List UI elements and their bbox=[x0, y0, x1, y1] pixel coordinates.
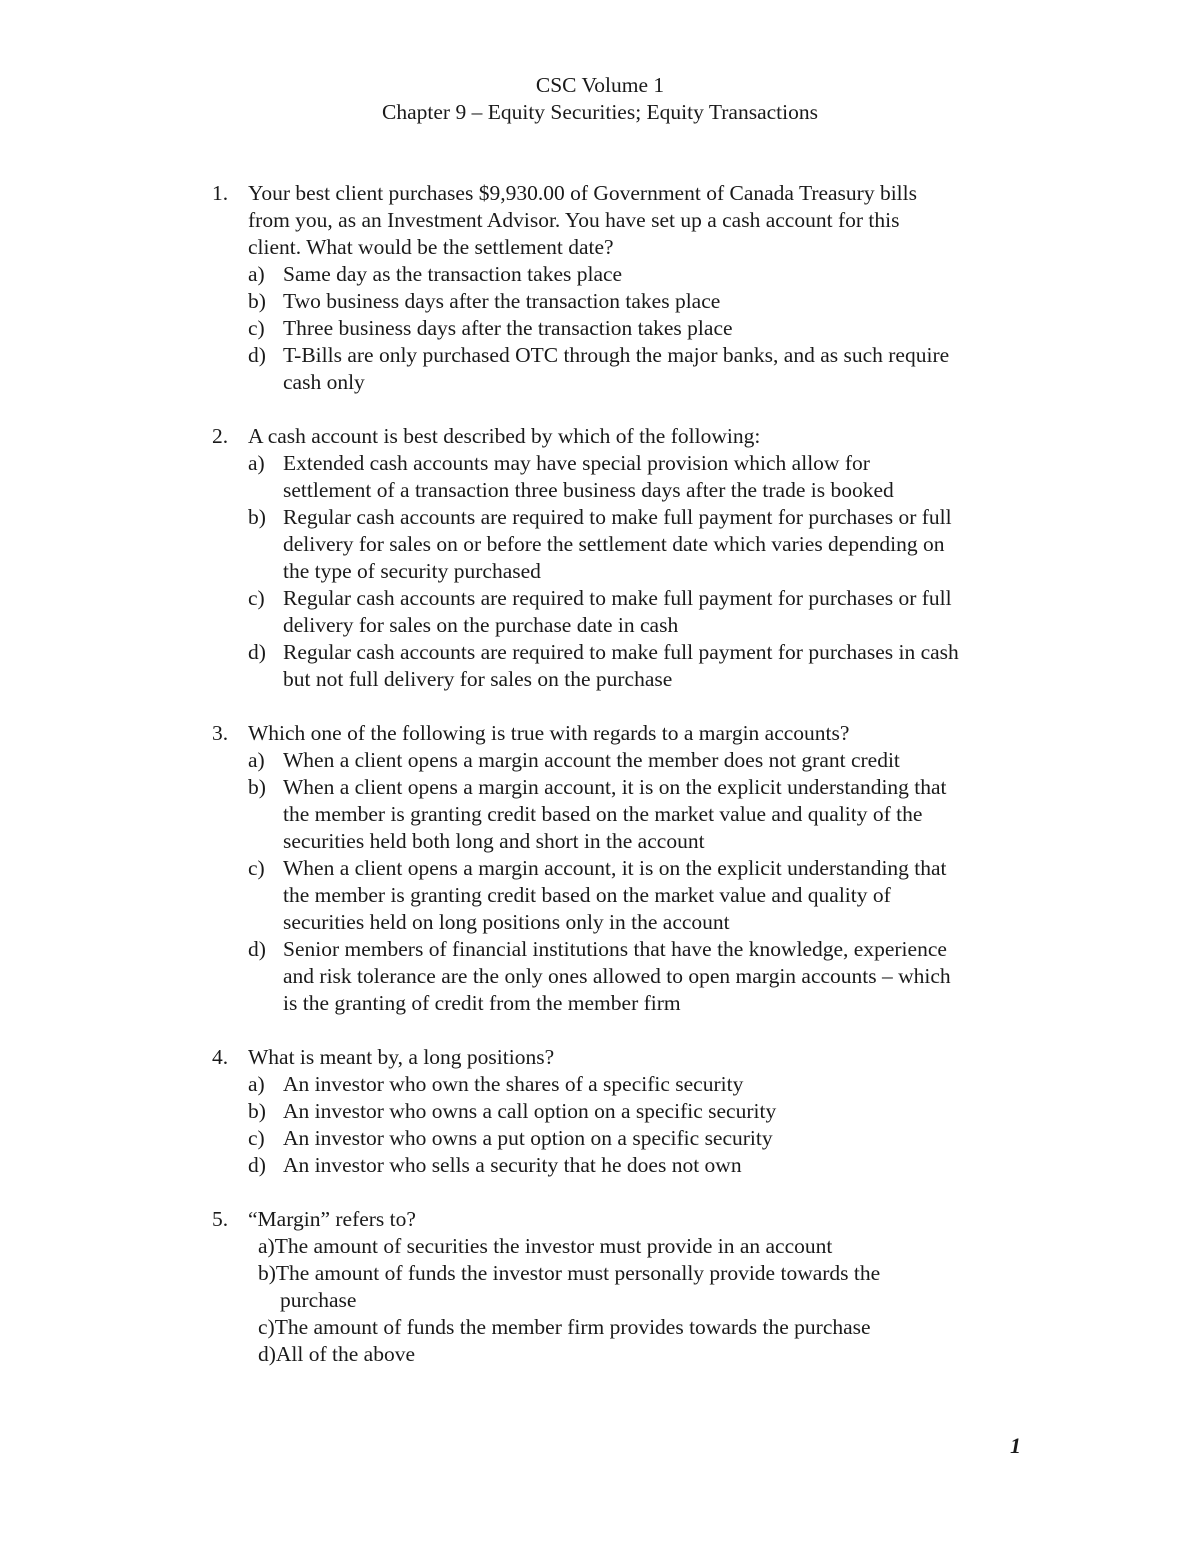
option-line: Three business days after the transaction takes place bbox=[283, 316, 733, 340]
document-header bbox=[0, 72, 1200, 126]
option-line: An investor who sells a security that he does not own bbox=[283, 1153, 742, 1177]
option-d: d)All of the above bbox=[258, 1342, 416, 1366]
option-line: When a client opens a margin account, it is on the explicit understanding that bbox=[283, 856, 947, 880]
option-line: is the granting of credit from the member firm bbox=[283, 991, 681, 1015]
option-b bbox=[258, 1260, 958, 1314]
option-text bbox=[283, 342, 1028, 396]
option-line: cash only bbox=[283, 370, 365, 394]
option-line: Two business days after the transaction takes place bbox=[283, 289, 721, 313]
question-3 bbox=[0, 720, 1200, 1017]
option-text bbox=[283, 261, 1028, 288]
option-d bbox=[0, 342, 1200, 396]
option-line: Senior members of financial institutions that have the knowledge, experience bbox=[283, 937, 947, 961]
option-text bbox=[283, 1071, 1028, 1098]
question-2 bbox=[0, 423, 1200, 693]
option-letter: c) bbox=[248, 586, 265, 610]
option-line: delivery for sales on or before the settlement date which varies depending on bbox=[283, 532, 945, 556]
question-text bbox=[248, 1044, 1028, 1071]
option-letter: b) bbox=[248, 289, 266, 313]
page-number: 1 bbox=[1010, 1433, 1021, 1458]
option-a bbox=[0, 1071, 1200, 1098]
option-line: An investor who own the shares of a specific security bbox=[283, 1072, 744, 1096]
option-letter: b) bbox=[248, 775, 266, 799]
option-line: Regular cash accounts are required to make full payment for purchases in cash bbox=[283, 640, 959, 664]
option-line: Extended cash accounts may have special provision which allow for bbox=[283, 451, 870, 475]
question-number: 2. bbox=[212, 424, 229, 448]
option-line: purchase bbox=[280, 1288, 357, 1312]
question-number: 3. bbox=[212, 721, 229, 745]
option-letter: a) bbox=[248, 262, 265, 286]
option-letter: d) bbox=[248, 937, 266, 961]
option-letter: a) bbox=[248, 451, 265, 475]
option-text bbox=[283, 774, 1028, 855]
question-line: A cash account is best described by which of the following: bbox=[248, 424, 761, 448]
question-5 bbox=[0, 1206, 1200, 1368]
option-text bbox=[283, 1098, 1028, 1125]
option-line: Same day as the transaction takes place bbox=[283, 262, 623, 286]
option-text bbox=[283, 855, 1028, 936]
option-letter: d) bbox=[248, 1153, 266, 1177]
option-line: delivery for sales on the purchase date in cash bbox=[283, 613, 679, 637]
option-line: the type of security purchased bbox=[283, 559, 541, 583]
option-d bbox=[0, 1152, 1200, 1179]
option-line: and risk tolerance are the only ones allowed to open margin accounts – which bbox=[283, 964, 951, 988]
question-line: “Margin” refers to? bbox=[248, 1207, 416, 1231]
option-line: securities held both long and short in the account bbox=[283, 829, 705, 853]
option-line: b)The amount of funds the investor must personally provide towards the bbox=[258, 1261, 881, 1285]
option-letter: c) bbox=[248, 856, 265, 880]
option-line: An investor who owns a call option on a specific security bbox=[283, 1099, 777, 1123]
question-number: 4. bbox=[212, 1045, 229, 1069]
option-c bbox=[0, 585, 1200, 639]
option-line: Regular cash accounts are required to make full payment for purchases or full bbox=[283, 586, 952, 610]
option-b bbox=[0, 774, 1200, 855]
option-text bbox=[283, 639, 1028, 693]
option-a: a)The amount of securities the investor must provide in an account bbox=[258, 1234, 833, 1258]
option-line: the member is granting credit based on the market value and quality of bbox=[283, 883, 891, 907]
option-line: but not full delivery for sales on the purchase bbox=[283, 667, 673, 691]
question-number: 1. bbox=[212, 181, 229, 205]
option-text bbox=[283, 747, 1028, 774]
option-letter: a) bbox=[248, 1072, 265, 1096]
option-a bbox=[0, 747, 1200, 774]
option-text bbox=[283, 936, 1028, 1017]
option-text bbox=[283, 1152, 1028, 1179]
option-a bbox=[0, 450, 1200, 504]
option-b bbox=[0, 288, 1200, 315]
option-letter: d) bbox=[248, 640, 266, 664]
option-text bbox=[283, 585, 1028, 639]
question-line: What is meant by, a long positions? bbox=[248, 1045, 555, 1069]
option-text bbox=[283, 450, 1028, 504]
option-c bbox=[0, 315, 1200, 342]
option-c: c)The amount of funds the member firm provides towards the purchase bbox=[258, 1315, 871, 1339]
question-list bbox=[0, 180, 1200, 1395]
chapter-title: Chapter 9 – Equity Securities; Equity Transactions bbox=[382, 100, 818, 124]
question-line: Your best client purchases $9,930.00 of Government of Canada Treasury bills bbox=[248, 181, 917, 205]
option-b bbox=[0, 1098, 1200, 1125]
option-b bbox=[0, 504, 1200, 585]
option-text bbox=[283, 504, 1028, 585]
option-line: When a client opens a margin account, it is on the explicit understanding that bbox=[283, 775, 947, 799]
option-line: T-Bills are only purchased OTC through the major banks, and as such require bbox=[283, 343, 950, 367]
option-line: settlement of a transaction three business days after the trade is booked bbox=[283, 478, 894, 502]
option-a bbox=[0, 261, 1200, 288]
option-line: securities held on long positions only in the account bbox=[283, 910, 730, 934]
option-letter: b) bbox=[248, 505, 266, 529]
question-text bbox=[248, 423, 1028, 450]
question-text bbox=[248, 180, 1028, 261]
question-line: client. What would be the settlement date? bbox=[248, 235, 614, 259]
question-text bbox=[248, 720, 1028, 747]
option-text bbox=[283, 1125, 1028, 1152]
option-c bbox=[0, 1125, 1200, 1152]
option-letter: c) bbox=[248, 316, 265, 340]
option-line: An investor who owns a put option on a specific security bbox=[283, 1126, 773, 1150]
option-letter: b) bbox=[248, 1099, 266, 1123]
option-letter: d) bbox=[248, 343, 266, 367]
option-line: the member is granting credit based on the market value and quality of the bbox=[283, 802, 923, 826]
question-text bbox=[248, 1206, 1028, 1233]
option-text bbox=[283, 288, 1028, 315]
option-d bbox=[0, 639, 1200, 693]
option-letter: c) bbox=[248, 1126, 265, 1150]
option-letter: a) bbox=[248, 748, 265, 772]
option-line: When a client opens a margin account the member does not grant credit bbox=[283, 748, 900, 772]
option-d bbox=[0, 936, 1200, 1017]
option-text bbox=[283, 315, 1028, 342]
question-1 bbox=[0, 180, 1200, 396]
question-line: Which one of the following is true with regards to a margin accounts? bbox=[248, 721, 850, 745]
question-number: 5. bbox=[212, 1207, 229, 1231]
question-4 bbox=[0, 1044, 1200, 1179]
question-line: from you, as an Investment Advisor. You have set up a cash account for this bbox=[248, 208, 900, 232]
option-line: Regular cash accounts are required to make full payment for purchases or full bbox=[283, 505, 952, 529]
document-title: CSC Volume 1 bbox=[535, 73, 665, 97]
option-c bbox=[0, 855, 1200, 936]
